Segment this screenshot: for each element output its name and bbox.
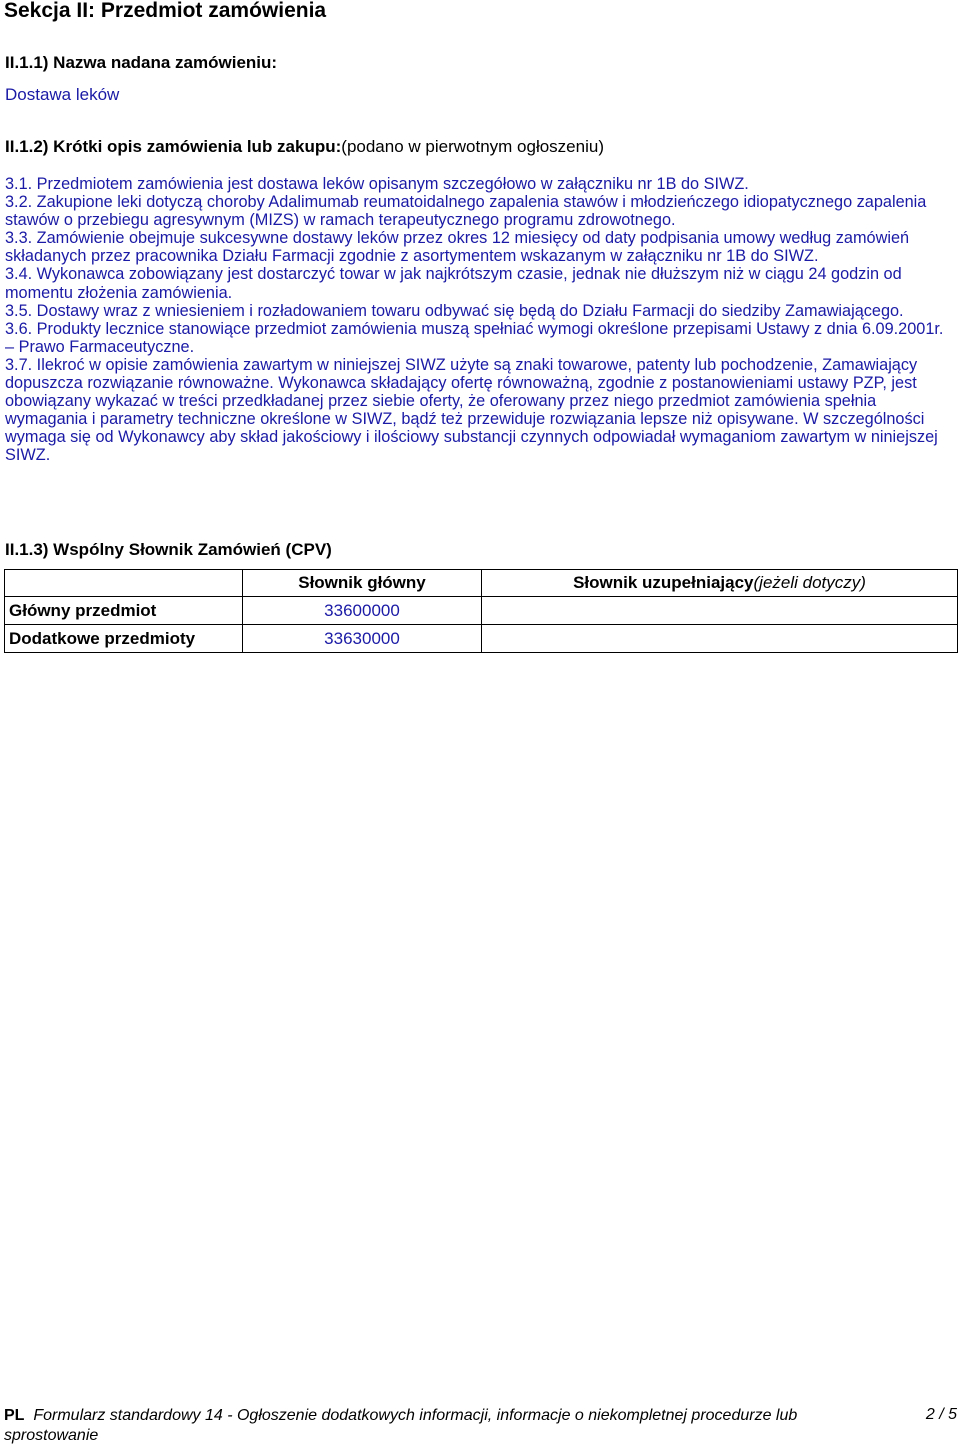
page-number: 2 / 5	[925, 1406, 957, 1423]
opis-heading	[5, 137, 604, 157]
opis-paragraph-3-5: 3.5. Dostawy wraz z wniesieniem i rozładowaniem towaru odbywać się będą do Działu Farmacji do siedziby Zamawiającego.	[5, 301, 904, 320]
cpv-col-supp-note: (jeżeli dotyczy)	[753, 573, 866, 592]
cpv-row-label: Główny przedmiot	[5, 597, 243, 625]
cpv-col-main: Słownik główny	[243, 570, 482, 597]
table-row	[5, 625, 958, 653]
footer-lang: PL	[4, 1407, 25, 1424]
cpv-supp-code	[482, 597, 958, 625]
opis-heading-label: II.1.2) Krótki opis zamówienia lub zakupu:	[5, 137, 342, 156]
cpv-heading: II.1.3) Wspólny Słownik Zamówień (CPV)	[5, 540, 332, 559]
name-value: Dostawa leków	[5, 85, 120, 104]
cpv-corner-cell	[5, 570, 243, 597]
footer	[4, 1406, 874, 1446]
cpv-supp-code	[482, 625, 958, 653]
cpv-header-row	[5, 570, 958, 597]
opis-body	[5, 175, 955, 465]
cpv-main-code: 33600000	[243, 597, 482, 625]
name-heading: II.1.1) Nazwa nadana zamówieniu:	[5, 53, 278, 72]
table-row	[5, 597, 958, 625]
opis-paragraph-3-2: 3.2. Zakupione leki dotyczą choroby Adalimumab reumatoidalnego zapalenia stawów i młodzieńczego idiopatycznego zapalenia stawów o przebiegu agresywnym (MIZS) w ramach terapeutycznego programu zdrowotnego.	[5, 193, 927, 230]
opis-paragraph-3-4: 3.4. Wykonawca zobowiązany jest dostarczyć towar w jak najkrótszym czasie, jednak nie dłuższym niż w ciągu 24 godzin od momentu złożenia zamówienia.	[5, 265, 902, 302]
opis-heading-note: (podano w pierwotnym ogłoszeniu)	[341, 137, 604, 156]
footer-text: Formularz standardowy 14 - Ogłoszenie dodatkowych informacji, informacje o niekompletnej procedurze lub sprostowanie	[4, 1407, 798, 1444]
cpv-col-supp	[482, 570, 958, 597]
opis-paragraph-3-7: 3.7. Ilekroć w opisie zamówienia zawartym w niniejszej SIWZ użyte są znaki towarowe, patenty lub pochodzenie, Zamawiający dopuszcza rozwiązanie równoważne. Wykonawca składający ofertę równoważną, zgodnie z postanowieniami ustawy PZP, jest obowiązany wykazać w treści przedkładanej przez siebie oferty, że oferowany przez niego przedmiot zamówienia spełnia wymagania i parametry techniczne określone w SIWZ, bądź też przewiduje rozwiązania lepsze niż opisywane. W szczególności wymaga się od Wykonawcy aby skład jakościowy i ilościowy substancji czynnych odpowiadał wymaganiom zawartym w niniejszej SIWZ.	[5, 355, 938, 465]
opis-paragraph-3-1: 3.1. Przedmiotem zamówienia jest dostawa leków opisanym szczegółowo w załączniku nr 1B do SIWZ.	[5, 175, 749, 193]
cpv-main-code: 33630000	[243, 625, 482, 653]
cpv-table	[4, 569, 958, 653]
opis-paragraph-3-3: 3.3. Zamówienie obejmuje sukcesywne dostawy leków przez okres 12 miesięcy od daty podpisania umowy według zamówień składanych przez pracownika Działu Farmacji zgodnie z asortymentem wskazanym w załączniku nr 1B do SIWZ.	[5, 229, 910, 266]
section-title: Sekcja II: Przedmiot zamówienia	[4, 0, 327, 22]
opis-paragraph-3-6: 3.6. Produkty lecznice stanowiące przedmiot zamówienia muszą spełniać wymogi określone przepisami Ustawy z dnia 6.09.2001r. – Prawo Farmaceutyczne.	[5, 319, 944, 356]
cpv-row-label: Dodatkowe przedmioty	[5, 625, 243, 653]
cpv-col-supp-label: Słownik uzupełniający	[573, 573, 754, 592]
